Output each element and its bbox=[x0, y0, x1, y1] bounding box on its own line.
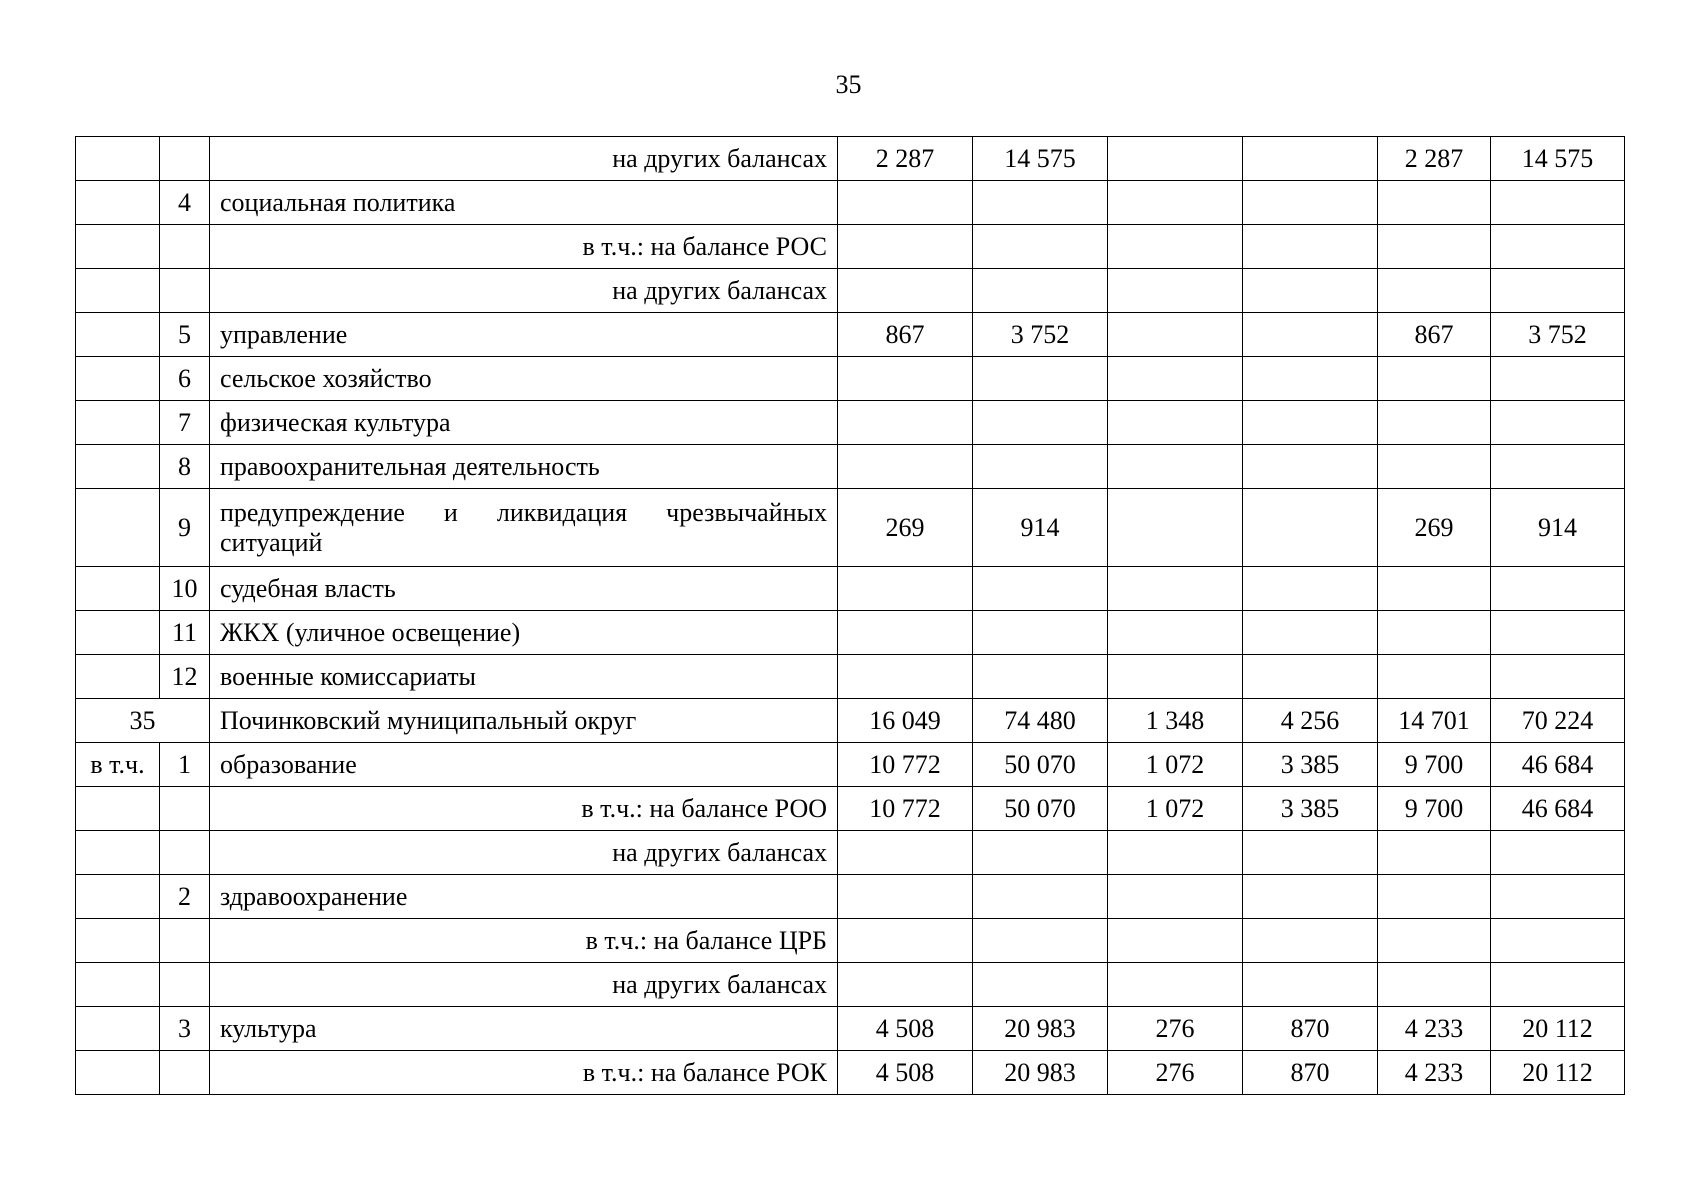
item-number-cell bbox=[160, 831, 210, 875]
value-cell: 1 348 bbox=[1108, 699, 1243, 743]
value-cell bbox=[973, 181, 1108, 225]
group-label-cell bbox=[76, 655, 160, 699]
item-number-cell bbox=[160, 1051, 210, 1095]
value-cell bbox=[973, 611, 1108, 655]
value-cell bbox=[838, 655, 973, 699]
value-cell bbox=[1243, 919, 1378, 963]
value-cell: 74 480 bbox=[973, 699, 1108, 743]
table-row bbox=[76, 1051, 1625, 1095]
value-cell bbox=[838, 401, 973, 445]
value-cell: 870 bbox=[1243, 1007, 1378, 1051]
table-row bbox=[76, 655, 1625, 699]
group-label-cell bbox=[76, 1007, 160, 1051]
value-cell bbox=[1491, 567, 1625, 611]
group-label-cell bbox=[76, 357, 160, 401]
value-cell bbox=[1378, 401, 1491, 445]
value-cell: 10 772 bbox=[838, 743, 973, 787]
item-number-cell: 1 bbox=[160, 743, 210, 787]
value-cell: 20 112 bbox=[1491, 1051, 1625, 1095]
value-cell bbox=[1378, 357, 1491, 401]
value-cell: 4 233 bbox=[1378, 1051, 1491, 1095]
group-label-cell bbox=[76, 225, 160, 269]
value-cell bbox=[1243, 401, 1378, 445]
value-cell bbox=[1378, 567, 1491, 611]
table-row bbox=[76, 401, 1625, 445]
item-name-cell: в т.ч.: на балансе РОС bbox=[210, 225, 838, 269]
value-cell bbox=[1108, 137, 1243, 181]
item-number-cell: 10 bbox=[160, 567, 210, 611]
value-cell bbox=[1108, 655, 1243, 699]
item-number-cell bbox=[160, 787, 210, 831]
item-number-cell bbox=[160, 137, 210, 181]
item-number-cell bbox=[160, 919, 210, 963]
item-name-cell: образование bbox=[210, 743, 838, 787]
value-cell bbox=[1378, 831, 1491, 875]
item-name-cell: в т.ч.: на балансе РОК bbox=[210, 1051, 838, 1095]
value-cell bbox=[1491, 181, 1625, 225]
table-row bbox=[76, 699, 1625, 743]
table-row bbox=[76, 313, 1625, 357]
value-cell: 269 bbox=[1378, 489, 1491, 567]
value-cell bbox=[838, 919, 973, 963]
table-row bbox=[76, 787, 1625, 831]
value-cell: 70 224 bbox=[1491, 699, 1625, 743]
value-cell bbox=[1108, 445, 1243, 489]
value-cell bbox=[1108, 963, 1243, 1007]
value-cell bbox=[1491, 611, 1625, 655]
item-name-cell: Починковский муниципальный округ bbox=[210, 699, 838, 743]
value-cell bbox=[838, 875, 973, 919]
value-cell bbox=[1243, 181, 1378, 225]
value-cell bbox=[838, 225, 973, 269]
item-name-cell: на других балансах bbox=[210, 269, 838, 313]
value-cell bbox=[973, 963, 1108, 1007]
item-name-cell: предупреждение и ликвидация чрезвычайных ситуаций bbox=[210, 489, 838, 567]
value-cell bbox=[1108, 225, 1243, 269]
item-number-cell: 11 bbox=[160, 611, 210, 655]
value-cell: 4 508 bbox=[838, 1051, 973, 1095]
value-cell bbox=[1108, 611, 1243, 655]
value-cell bbox=[1108, 567, 1243, 611]
value-cell bbox=[1491, 445, 1625, 489]
item-number-cell: 4 bbox=[160, 181, 210, 225]
item-name-cell: на других балансах bbox=[210, 963, 838, 1007]
group-label-cell bbox=[76, 875, 160, 919]
value-cell bbox=[1378, 963, 1491, 1007]
item-name-cell: сельское хозяйство bbox=[210, 357, 838, 401]
item-name-cell: ЖКХ (уличное освещение) bbox=[210, 611, 838, 655]
value-cell: 3 752 bbox=[973, 313, 1108, 357]
table-row bbox=[76, 225, 1625, 269]
value-cell bbox=[1108, 489, 1243, 567]
table-row bbox=[76, 611, 1625, 655]
value-cell bbox=[838, 181, 973, 225]
value-cell bbox=[1491, 875, 1625, 919]
group-label-cell bbox=[76, 963, 160, 1007]
value-cell: 3 752 bbox=[1491, 313, 1625, 357]
value-cell: 3 385 bbox=[1243, 787, 1378, 831]
item-name-cell: на других балансах bbox=[210, 831, 838, 875]
value-cell bbox=[973, 919, 1108, 963]
item-name-cell: в т.ч.: на балансе ЦРБ bbox=[210, 919, 838, 963]
value-cell: 46 684 bbox=[1491, 743, 1625, 787]
value-cell: 4 508 bbox=[838, 1007, 973, 1051]
value-cell: 50 070 bbox=[973, 787, 1108, 831]
value-cell: 914 bbox=[973, 489, 1108, 567]
value-cell bbox=[1491, 269, 1625, 313]
value-cell bbox=[838, 269, 973, 313]
value-cell: 9 700 bbox=[1378, 743, 1491, 787]
value-cell bbox=[1108, 401, 1243, 445]
value-cell bbox=[1491, 401, 1625, 445]
value-cell bbox=[1108, 831, 1243, 875]
table-row bbox=[76, 445, 1625, 489]
value-cell bbox=[1243, 963, 1378, 1007]
item-number-cell: 7 bbox=[160, 401, 210, 445]
item-number-cell: 8 bbox=[160, 445, 210, 489]
value-cell: 2 287 bbox=[1378, 137, 1491, 181]
table-row bbox=[76, 831, 1625, 875]
value-cell bbox=[973, 567, 1108, 611]
value-cell: 20 112 bbox=[1491, 1007, 1625, 1051]
table-row bbox=[76, 567, 1625, 611]
region-number-cell: 35 bbox=[76, 699, 210, 743]
table-body bbox=[76, 137, 1625, 1095]
value-cell: 1 072 bbox=[1108, 743, 1243, 787]
item-name-cell: культура bbox=[210, 1007, 838, 1051]
value-cell bbox=[1108, 181, 1243, 225]
value-cell bbox=[973, 445, 1108, 489]
value-cell: 14 575 bbox=[973, 137, 1108, 181]
value-cell bbox=[1243, 357, 1378, 401]
value-cell: 50 070 bbox=[973, 743, 1108, 787]
item-number-cell: 5 bbox=[160, 313, 210, 357]
table-row bbox=[76, 137, 1625, 181]
value-cell bbox=[1491, 963, 1625, 1007]
value-cell bbox=[973, 225, 1108, 269]
value-cell: 867 bbox=[838, 313, 973, 357]
value-cell bbox=[1243, 137, 1378, 181]
value-cell bbox=[838, 611, 973, 655]
item-name-cell: социальная политика bbox=[210, 181, 838, 225]
item-name-cell: судебная власть bbox=[210, 567, 838, 611]
item-number-cell bbox=[160, 225, 210, 269]
value-cell bbox=[1243, 875, 1378, 919]
group-label-cell bbox=[76, 313, 160, 357]
table-row bbox=[76, 919, 1625, 963]
group-label-cell bbox=[76, 401, 160, 445]
value-cell bbox=[1491, 225, 1625, 269]
value-cell bbox=[1378, 269, 1491, 313]
group-label-cell bbox=[76, 919, 160, 963]
value-cell bbox=[1243, 655, 1378, 699]
value-cell bbox=[1108, 875, 1243, 919]
value-cell bbox=[1491, 919, 1625, 963]
value-cell bbox=[1108, 313, 1243, 357]
value-cell bbox=[1378, 225, 1491, 269]
item-name-cell: правоохранительная деятельность bbox=[210, 445, 838, 489]
table-row bbox=[76, 743, 1625, 787]
item-name-cell: на других балансах bbox=[210, 137, 838, 181]
value-cell bbox=[1108, 357, 1243, 401]
value-cell bbox=[1491, 357, 1625, 401]
item-name-cell: в т.ч.: на балансе РОО bbox=[210, 787, 838, 831]
table-row bbox=[76, 875, 1625, 919]
value-cell: 276 bbox=[1108, 1051, 1243, 1095]
table-row bbox=[76, 489, 1625, 567]
item-name-cell: физическая культура bbox=[210, 401, 838, 445]
group-label-cell: в т.ч. bbox=[76, 743, 160, 787]
value-cell bbox=[973, 269, 1108, 313]
value-cell bbox=[973, 655, 1108, 699]
value-cell bbox=[1378, 655, 1491, 699]
value-cell: 4 256 bbox=[1243, 699, 1378, 743]
value-cell: 16 049 bbox=[838, 699, 973, 743]
value-cell bbox=[1378, 919, 1491, 963]
value-cell: 4 233 bbox=[1378, 1007, 1491, 1051]
value-cell bbox=[1243, 269, 1378, 313]
value-cell bbox=[838, 357, 973, 401]
group-label-cell bbox=[76, 445, 160, 489]
value-cell bbox=[1108, 919, 1243, 963]
item-name-cell: здравоохранение bbox=[210, 875, 838, 919]
value-cell bbox=[973, 831, 1108, 875]
item-name-cell: военные комиссариаты bbox=[210, 655, 838, 699]
item-name-cell: управление bbox=[210, 313, 838, 357]
group-label-cell bbox=[76, 831, 160, 875]
value-cell bbox=[1378, 611, 1491, 655]
item-number-cell: 9 bbox=[160, 489, 210, 567]
value-cell bbox=[1378, 181, 1491, 225]
table-row bbox=[76, 269, 1625, 313]
value-cell bbox=[973, 875, 1108, 919]
group-label-cell bbox=[76, 489, 160, 567]
item-number-cell: 12 bbox=[160, 655, 210, 699]
value-cell: 867 bbox=[1378, 313, 1491, 357]
item-number-cell bbox=[160, 269, 210, 313]
value-cell bbox=[1243, 225, 1378, 269]
item-number-cell: 3 bbox=[160, 1007, 210, 1051]
value-cell: 14 701 bbox=[1378, 699, 1491, 743]
group-label-cell bbox=[76, 787, 160, 831]
value-cell: 10 772 bbox=[838, 787, 973, 831]
value-cell: 3 385 bbox=[1243, 743, 1378, 787]
value-cell bbox=[973, 357, 1108, 401]
value-cell: 914 bbox=[1491, 489, 1625, 567]
table-row bbox=[76, 963, 1625, 1007]
value-cell: 2 287 bbox=[838, 137, 973, 181]
table-row bbox=[76, 357, 1625, 401]
value-cell: 1 072 bbox=[1108, 787, 1243, 831]
value-cell: 870 bbox=[1243, 1051, 1378, 1095]
page-number: 35 bbox=[835, 70, 862, 99]
value-cell bbox=[838, 567, 973, 611]
value-cell bbox=[1491, 655, 1625, 699]
value-cell bbox=[1243, 831, 1378, 875]
value-cell bbox=[1243, 313, 1378, 357]
value-cell bbox=[1243, 489, 1378, 567]
group-label-cell bbox=[76, 137, 160, 181]
item-number-cell bbox=[160, 963, 210, 1007]
group-label-cell bbox=[76, 1051, 160, 1095]
value-cell bbox=[1378, 875, 1491, 919]
value-cell bbox=[838, 963, 973, 1007]
data-table bbox=[75, 136, 1625, 1095]
table-row bbox=[76, 181, 1625, 225]
value-cell bbox=[1243, 445, 1378, 489]
item-number-cell: 6 bbox=[160, 357, 210, 401]
value-cell bbox=[973, 401, 1108, 445]
value-cell bbox=[1243, 611, 1378, 655]
group-label-cell bbox=[76, 611, 160, 655]
table-row bbox=[76, 1007, 1625, 1051]
value-cell: 20 983 bbox=[973, 1051, 1108, 1095]
group-label-cell bbox=[76, 567, 160, 611]
value-cell: 269 bbox=[838, 489, 973, 567]
group-label-cell bbox=[76, 269, 160, 313]
item-number-cell: 2 bbox=[160, 875, 210, 919]
value-cell: 9 700 bbox=[1378, 787, 1491, 831]
value-cell bbox=[1243, 567, 1378, 611]
value-cell bbox=[838, 445, 973, 489]
value-cell bbox=[838, 831, 973, 875]
value-cell: 20 983 bbox=[973, 1007, 1108, 1051]
value-cell: 14 575 bbox=[1491, 137, 1625, 181]
value-cell bbox=[1378, 445, 1491, 489]
value-cell bbox=[1491, 831, 1625, 875]
value-cell: 46 684 bbox=[1491, 787, 1625, 831]
group-label-cell bbox=[76, 181, 160, 225]
value-cell: 276 bbox=[1108, 1007, 1243, 1051]
value-cell bbox=[1108, 269, 1243, 313]
